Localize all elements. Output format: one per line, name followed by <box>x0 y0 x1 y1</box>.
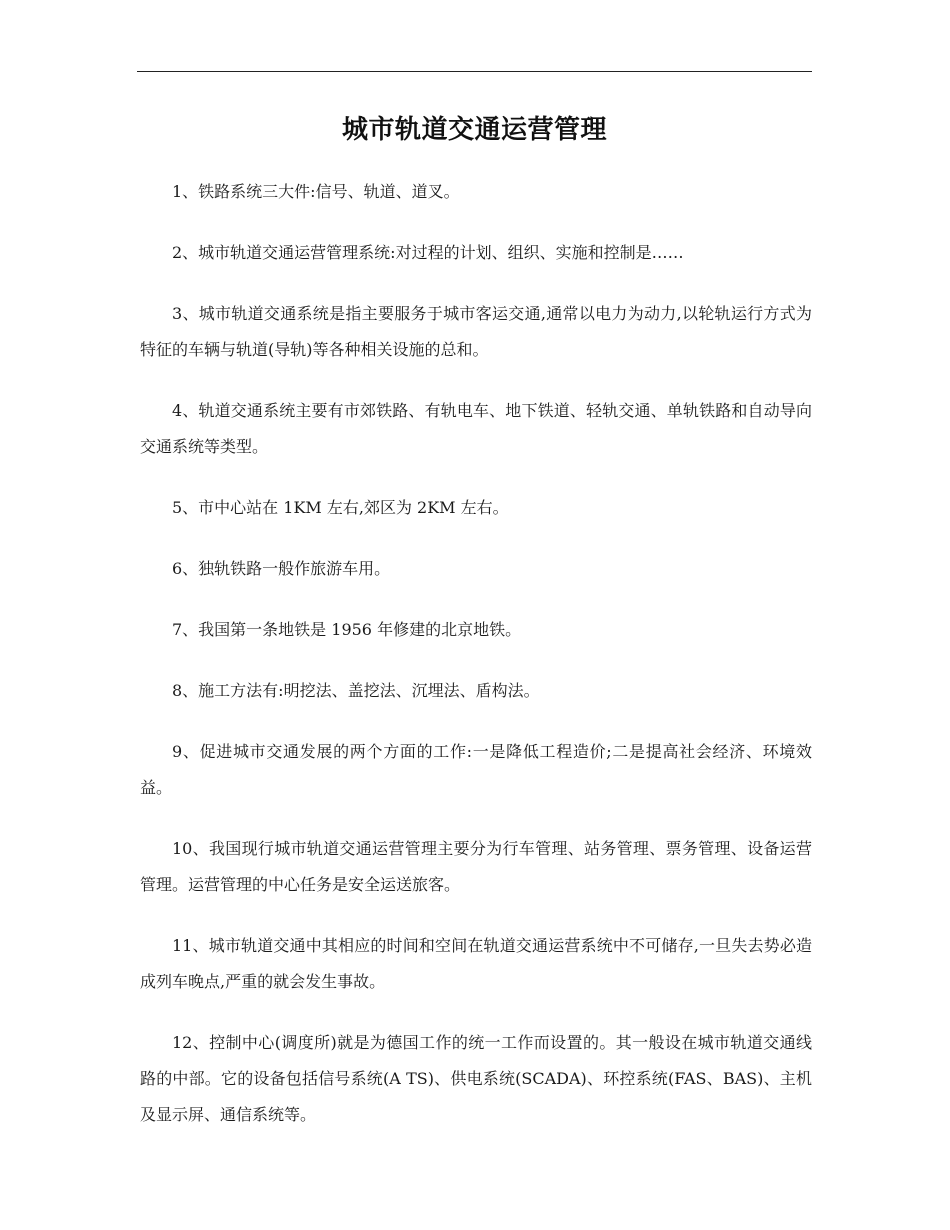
paragraph-11: 11、城市轨道交通中其相应的时间和空间在轨道交通运营系统中不可储存,一旦失去势必造成列车晚点,严重的就会发生事故。 <box>140 936 812 991</box>
paragraph-7: 7、我国第一条地铁是 1956 年修建的北京地铁。 <box>172 620 522 639</box>
paragraph-1: 1、铁路系统三大件:信号、轨道、道叉。 <box>172 182 460 201</box>
paragraph-8: 8、施工方法有:明挖法、盖挖法、沉埋法、盾构法。 <box>172 681 540 700</box>
paragraph-12: 12、控制中心(调度所)就是为德国工作的统一工作而设置的。其一般设在城市轨道交通线路的中部。它的设备包括信号系统(A TS)、供电系统(SCADA)、环控系统(FAS、BAS)、主机及显示屏、通信系统等。 <box>140 1033 812 1124</box>
paragraph-4: 4、轨道交通系统主要有市郊铁路、有轨电车、地下铁道、轻轨交通、单轨铁路和自动导向交通系统等类型。 <box>140 401 812 456</box>
paragraph-9: 9、促进城市交通发展的两个方面的工作:一是降低工程造价;二是提高社会经济、环境效益。 <box>140 742 812 797</box>
paragraph-5: 5、市中心站在 1KM 左右,郊区为 2KM 左右。 <box>172 498 509 517</box>
paragraph-6: 6、独轨铁路一般作旅游车用。 <box>172 559 391 578</box>
paragraph-10: 10、我国现行城市轨道交通运营管理主要分为行车管理、站务管理、票务管理、设备运营管理。运营管理的中心任务是安全运送旅客。 <box>140 839 812 894</box>
paragraph-3: 3、城市轨道交通系统是指主要服务于城市客运交通,通常以电力为动力,以轮轨运行方式为特征的车辆与轨道(导轨)等各种相关设施的总和。 <box>140 304 812 359</box>
document-title: 城市轨道交通运营管理 <box>341 115 607 145</box>
document-body <box>140 174 812 1158</box>
paragraph-2: 2、城市轨道交通运营管理系统:对过程的计划、组织、实施和控制是…… <box>172 243 684 262</box>
header-rule <box>137 71 812 72</box>
